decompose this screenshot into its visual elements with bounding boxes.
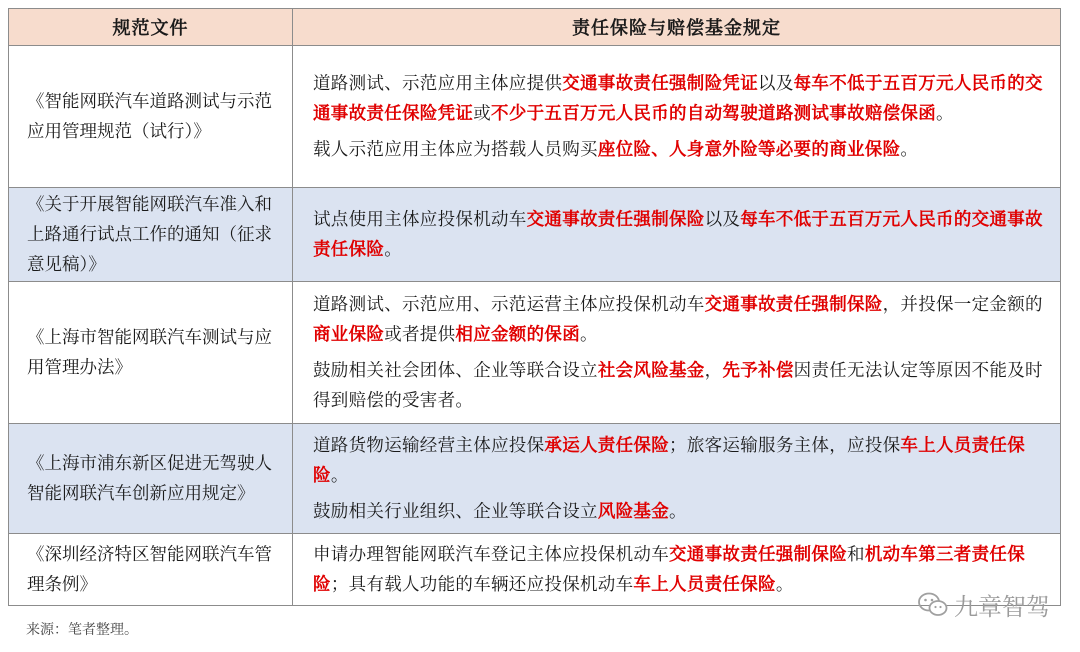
watermark-text: 九章智驾 [954, 593, 1050, 621]
table-row [9, 282, 1061, 424]
highlighted-text: 座位险、人身意外险等必要的商业保险 [597, 139, 901, 160]
document-name: 《深圳经济特区智能网联汽车管理条例》 [9, 534, 293, 606]
table-row [9, 46, 1061, 188]
provision-text: 鼓励相关行业组织、企业等联合设立 [313, 501, 598, 522]
provision-text: 申请办理智能网联汽车登记主体应投保机动车 [313, 544, 669, 565]
document-name: 《关于开展智能网联汽车准入和上路通行试点工作的通知（征求意见稿）》 [9, 188, 293, 282]
watermark [918, 587, 1050, 622]
provision-text: 和 [847, 544, 865, 565]
provision-paragraph [313, 431, 1050, 491]
provision-text: 。 [384, 239, 403, 260]
highlighted-text: 车上人员责任保险 [313, 435, 1026, 486]
provision-cell [293, 424, 1061, 534]
provision-text: ，并投保一定金额的 [882, 294, 1043, 315]
highlighted-text: 风险基金 [597, 501, 670, 522]
document-name: 《上海市浦东新区促进无驾驶人智能网联汽车创新应用规定》 [9, 424, 293, 534]
provision-text: 道路货物运输经营主体应投保 [313, 435, 545, 456]
header-document: 规范文件 [9, 9, 293, 46]
provision-text: 或者提供 [384, 324, 456, 345]
provision-text: ， [704, 360, 723, 381]
provision-text: 以及 [704, 209, 741, 230]
regulation-table [8, 8, 1061, 606]
provision-text: 。 [936, 103, 954, 124]
provision-text: ；旅客运输服务主体，应投保 [669, 435, 901, 456]
source-note: 来源：笔者整理。 [26, 622, 138, 638]
document-name: 《上海市智能网联汽车测试与应用管理办法》 [9, 282, 293, 424]
provision-text: 道路测试、示范应用、示范运营主体应投保机动车 [313, 294, 705, 315]
provision-text: 道路测试、示范应用主体应提供 [313, 73, 563, 94]
provision-text: 。 [900, 139, 919, 160]
highlighted-text: 交通事故责任强制保险 [526, 209, 705, 230]
highlighted-text: 交通事故责任强制险凭证 [562, 73, 759, 94]
highlighted-text: 商业保险 [313, 324, 385, 345]
highlighted-text: 交通事故责任强制保险 [669, 544, 847, 565]
highlighted-text: 车上人员责任保险 [633, 574, 776, 595]
highlighted-text: 相应金额的保函 [455, 324, 581, 345]
provision-text: ；具有载人功能的车辆还应投保机动车 [330, 574, 634, 595]
provision-paragraph [313, 205, 1050, 265]
provision-text: 。 [669, 501, 687, 522]
table-row [9, 534, 1061, 606]
header-provisions: 责任保险与赔偿基金规定 [293, 9, 1061, 46]
provision-paragraph [313, 497, 1050, 527]
wechat-icon [918, 592, 948, 618]
provision-text: 。 [775, 574, 794, 595]
provision-text: 。 [580, 324, 598, 345]
provision-paragraph [313, 290, 1050, 350]
highlighted-text: 不少于五百万元人民币的自动驾驶道路测试事故赔偿保函 [491, 103, 937, 124]
highlighted-text: 机动车第三者责任保险 [313, 544, 1026, 595]
provision-paragraph [313, 135, 1050, 165]
provision-text: 试点使用主体应投保机动车 [313, 209, 527, 230]
provision-paragraph [313, 356, 1050, 416]
provision-cell [293, 46, 1061, 188]
provision-cell [293, 188, 1061, 282]
provision-text: 以及 [758, 73, 794, 94]
table-header-row [9, 9, 1061, 46]
provision-text: 。 [330, 465, 349, 486]
provision-text: 或 [473, 103, 492, 124]
table-row [9, 188, 1061, 282]
highlighted-text: 每车不低于五百万元人民币的交通事故责任保险凭证 [313, 73, 1043, 124]
provision-cell [293, 282, 1061, 424]
highlighted-text: 承运人责任保险 [544, 435, 670, 456]
highlighted-text: 每车不低于五百万元人民币的交通事故责任保险 [313, 209, 1043, 260]
provision-text: 因责任无法认定等原因不能及时得到赔偿的受害者。 [313, 360, 1043, 411]
highlighted-text: 社会风险基金 [597, 360, 705, 381]
provision-text: 载人示范应用主体应为搭载人员购买 [313, 139, 598, 160]
table-row [9, 424, 1061, 534]
document-name: 《智能网联汽车道路测试与示范应用管理规范（试行）》 [9, 46, 293, 188]
provision-paragraph [313, 69, 1050, 129]
highlighted-text: 先予补偿 [722, 360, 794, 381]
provision-text: 鼓励相关社会团体、企业等联合设立 [313, 360, 598, 381]
highlighted-text: 交通事故责任强制保险 [704, 294, 883, 315]
